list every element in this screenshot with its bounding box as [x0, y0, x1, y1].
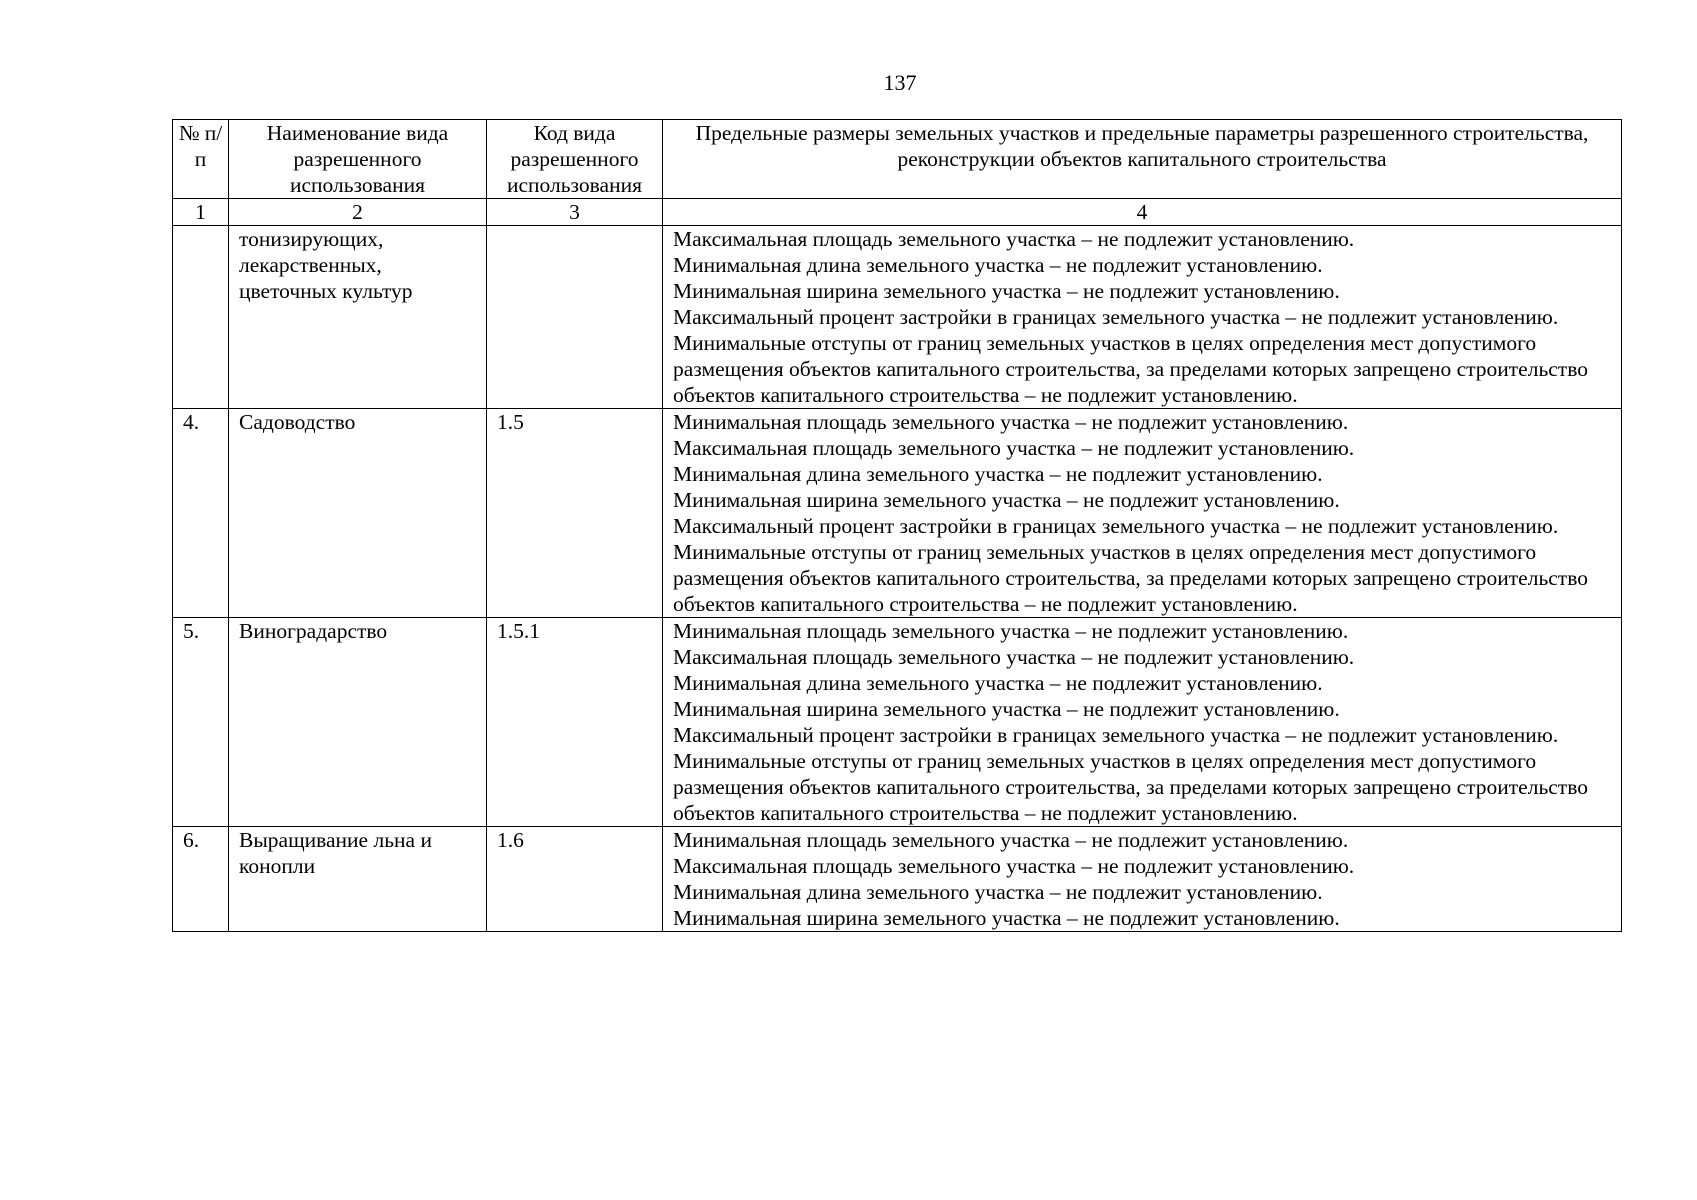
header-number: № п/п	[173, 120, 229, 199]
parameter-line: Максимальный процент застройки в границах земельного участка – не подлежит установлению.	[673, 305, 1559, 329]
row-use-name: Выращивание льна и конопли	[229, 827, 487, 932]
parameter-line: Минимальная длина земельного участка – не подлежит установлению.	[673, 880, 1323, 904]
row-number: 4.	[173, 409, 229, 618]
parameter-line: Минимальные отступы от границ земельных участков в целях определения мест допустимого размещения объектов капитального строительства, за пределами которых запрещено строительство объектов капитального строительства – не подлежит установлению.	[673, 540, 1588, 616]
column-number: 1	[173, 199, 229, 226]
parameter-line: Минимальная длина земельного участка – не подлежит установлению.	[673, 253, 1323, 277]
row-use-code	[487, 226, 663, 409]
page-number: 137	[883, 70, 917, 95]
column-number: 2	[229, 199, 487, 226]
parameter-line: Максимальная площадь земельного участка – не подлежит установлению.	[673, 436, 1355, 460]
row-parameters	[663, 409, 1622, 618]
row-use-code: 1.5.1	[487, 618, 663, 827]
parameter-line: Минимальная ширина земельного участка – не подлежит установлению.	[673, 488, 1340, 512]
column-number: 4	[663, 199, 1622, 226]
parameter-line: Максимальный процент застройки в границах земельного участка – не подлежит установлению.	[673, 723, 1559, 747]
header-use-code: Код вида разрешенного использования	[487, 120, 663, 199]
row-use-code: 1.6	[487, 827, 663, 932]
parameter-line: Минимальная площадь земельного участка – не подлежит установлению.	[673, 410, 1349, 434]
table-header-row	[173, 120, 1622, 199]
parameter-line: Максимальная площадь земельного участка – не подлежит установлению.	[673, 854, 1355, 878]
row-number	[173, 226, 229, 409]
parameter-line: Минимальная площадь земельного участка – не подлежит установлению.	[673, 828, 1349, 852]
row-parameters	[663, 226, 1622, 409]
parameter-line: Минимальная длина земельного участка – не подлежит установлению.	[673, 671, 1323, 695]
row-parameters	[663, 827, 1622, 932]
table-row	[173, 618, 1622, 827]
parameter-line: Максимальная площадь земельного участка – не подлежит установлению.	[673, 227, 1355, 251]
header-parameters: Предельные размеры земельных участков и предельные параметры разрешенного строительства, реконструкции объектов капитального строительства	[663, 120, 1622, 199]
parameter-line: Минимальная длина земельного участка – не подлежит установлению.	[673, 462, 1323, 486]
regulations-table	[172, 119, 1622, 932]
column-number: 3	[487, 199, 663, 226]
header-use-name: Наименование вида разрешенного использования	[229, 120, 487, 199]
parameter-line: Максимальная площадь земельного участка – не подлежит установлению.	[673, 645, 1355, 669]
table-row	[173, 827, 1622, 932]
parameter-line: Минимальная ширина земельного участка – не подлежит установлению.	[673, 906, 1340, 930]
column-number-row	[173, 199, 1622, 226]
row-parameters	[663, 618, 1622, 827]
row-number: 5.	[173, 618, 229, 827]
row-use-code: 1.5	[487, 409, 663, 618]
parameter-line: Минимальная ширина земельного участка – не подлежит установлению.	[673, 697, 1340, 721]
row-use-name: Виноградарство	[229, 618, 487, 827]
parameter-line: Минимальные отступы от границ земельных участков в целях определения мест допустимого размещения объектов капитального строительства, за пределами которых запрещено строительство объектов капитального строительства – не подлежит установлению.	[673, 331, 1588, 407]
row-use-name: Садоводство	[229, 409, 487, 618]
table-row	[173, 409, 1622, 618]
parameter-line: Минимальная ширина земельного участка – не подлежит установлению.	[673, 279, 1340, 303]
parameter-line: Максимальный процент застройки в границах земельного участка – не подлежит установлению.	[673, 514, 1559, 538]
table-row	[173, 226, 1622, 409]
parameter-line: Минимальные отступы от границ земельных участков в целях определения мест допустимого размещения объектов капитального строительства, за пределами которых запрещено строительство объектов капитального строительства – не подлежит установлению.	[673, 749, 1588, 825]
row-number: 6.	[173, 827, 229, 932]
row-use-name: тонизирующих, лекарственных, цветочных культур	[229, 226, 487, 409]
parameter-line: Минимальная площадь земельного участка – не подлежит установлению.	[673, 619, 1349, 643]
